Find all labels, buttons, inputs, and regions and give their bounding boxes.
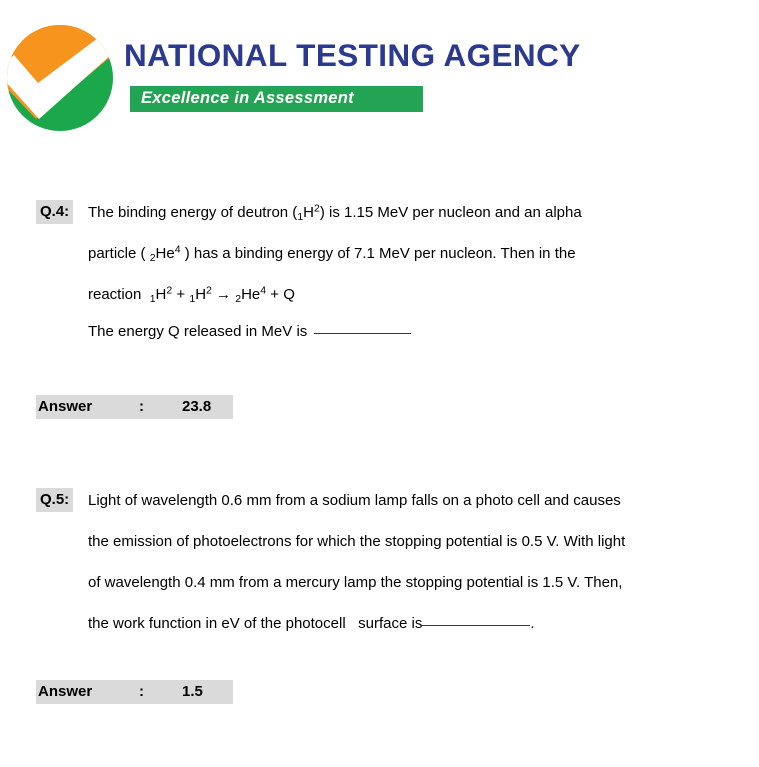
- text-run: He: [241, 286, 261, 303]
- answer-colon: :: [139, 683, 144, 700]
- answer-colon: :: [139, 398, 144, 415]
- text-run: the emission of photoelectrons for which the stopping potential is 0.5 V. With light: [88, 533, 626, 550]
- superscript: 2: [166, 284, 173, 297]
- question-block-q4: [0, 192, 759, 415]
- text-run: ) is 1.15 MeV per nucleon and an alpha: [319, 204, 582, 221]
- answer-value: 23.8: [182, 398, 212, 415]
- answer-value: 1.5: [182, 683, 203, 700]
- tagline-banner: [130, 86, 423, 112]
- answer-row-q5: [0, 680, 759, 710]
- question-line: [88, 603, 535, 644]
- text-run: the work function in eV of the photocell surface is: [88, 615, 423, 632]
- text-run: +: [172, 286, 190, 303]
- text-run: H: [155, 286, 167, 303]
- subscript: 1: [189, 292, 196, 305]
- question-line: [88, 521, 625, 562]
- page-header: [0, 0, 759, 150]
- superscript: 2: [206, 284, 212, 297]
- text-run: Light of wavelength 0.6 mm from a sodium lamp falls on a photo cell and causes: [88, 492, 621, 509]
- text-run: .: [530, 615, 535, 632]
- question-line: [88, 480, 621, 521]
- text-run: →: [211, 286, 236, 303]
- answer-blank-line: [314, 333, 411, 334]
- answer-label: Answer: [38, 683, 93, 700]
- text-run: ) has a binding energy of 7.1 MeV per nucleon. Then in the: [180, 245, 576, 262]
- subscript: 1: [149, 292, 156, 305]
- text-run: H: [195, 286, 207, 303]
- question-block-q5: [0, 480, 759, 700]
- question-number-q4: Q.4:: [36, 200, 73, 224]
- tagline-text: Excellence in Assessment: [141, 89, 354, 107]
- superscript: 4: [260, 284, 267, 297]
- text-run: reaction: [88, 286, 150, 303]
- subscript: 2: [149, 251, 156, 264]
- question-line: [88, 315, 411, 349]
- question-line: [88, 274, 295, 315]
- superscript: 4: [174, 243, 181, 256]
- subscript: 2: [235, 292, 242, 305]
- text-run: The binding energy of deutron (: [88, 204, 298, 221]
- question-line: [88, 192, 582, 233]
- question-line: [88, 233, 576, 274]
- organization-title: NATIONAL TESTING AGENCY: [124, 37, 581, 73]
- answer-row-q4: [0, 395, 759, 425]
- answer-blank-line: [422, 625, 530, 626]
- text-run: particle (: [88, 245, 150, 262]
- superscript: 2: [314, 202, 320, 215]
- text-run: of wavelength 0.4 mm from a mercury lamp the stopping potential is 1.5 V. Then,: [88, 574, 623, 591]
- text-run: H: [303, 204, 314, 221]
- question-number-q5: Q.5:: [36, 488, 73, 512]
- text-run: He: [155, 245, 175, 262]
- text-run: + Q: [266, 286, 295, 303]
- nta-logo-icon: [6, 23, 114, 133]
- question-line: [88, 562, 622, 603]
- subscript: 1: [297, 210, 304, 223]
- text-run: The energy Q released in MeV is: [88, 323, 308, 340]
- answer-label: Answer: [38, 398, 93, 415]
